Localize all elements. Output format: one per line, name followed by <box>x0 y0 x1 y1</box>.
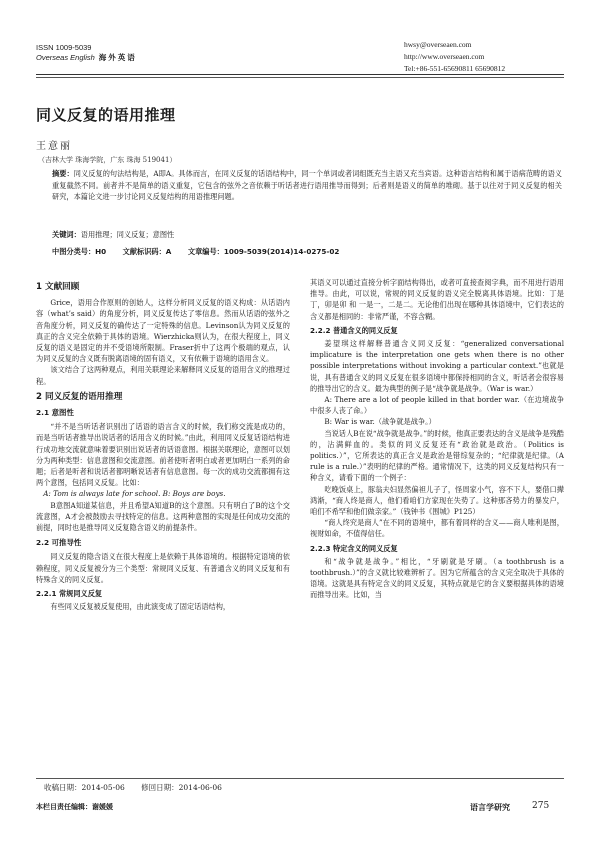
header-divider <box>36 74 564 75</box>
example-line: A: There are a lot of people killed in that border war.（在边境战争中很多人丧了命。） <box>310 395 564 416</box>
journal-contact <box>404 39 505 75</box>
right-column <box>310 277 564 601</box>
subsection-heading: 2.1 意图性 <box>36 408 74 418</box>
revised-date: 修回日期：2014-06-06 <box>141 783 222 792</box>
article-title: 同义反复的语用推理 <box>36 106 176 124</box>
section-heading: 1 文献回顾 <box>36 282 80 292</box>
paragraph: 和“战争就是战争。”相比，“牙刷就是牙刷。（a toothbrush is a toothbrush.）”的含义就比较难辨析了。因为它所蕴含的含义完全取决于具体的语境。这就是具有特定含义的同义反复，其特点就是它的含义要根据具体的语境而推导出来。比如，当 <box>310 556 564 600</box>
contact-website[interactable]: http://www.overseaen.com <box>404 52 485 61</box>
paragraph: “并不是当听话者识别出了话语的语言含义的时候，我们称交流是成功的，而是当听话者推导出说话者的话用含义的时候。”由此，利用同义反复话语结构进行成功地交流就意味着要识别出说话者的话语意图。根据关联理论，意图可以划分为两种类型：信息意图和交流意图。前者使听者明白或者更加明白一系列的命题；后者是听者和说话者都明晰说话者有信息意图。每一次的成功交流都拥有这两个意图，包括同义反复。比如： <box>36 422 290 488</box>
keywords <box>52 230 174 240</box>
quotation: 吃晚饭桌上，豚翁夫妇显然偏袒儿子了，怪周家小气，容不下人，要借口撵鸿渐，“商人终是商人，他们看咱们方家现在失势了。这种那吝势力的暴发户，咱们不希罕和他们做亲家。”（钱钟书《围城》P125） <box>310 484 564 517</box>
journal-name-cn: 海外英语 <box>98 53 137 62</box>
footer-divider <box>36 778 564 779</box>
example-line: B: War is war.（战争就是战争。） <box>324 417 436 427</box>
contact-tel: Tel:+86-551-65690811 65690812 <box>404 64 506 73</box>
received-date: 收稿日期：2014-05-06 <box>44 783 125 792</box>
document-code: 文献标识码：A <box>122 247 172 256</box>
keywords-label: 关键词： <box>52 230 81 239</box>
subsection-heading: 2.2 可推导性 <box>36 538 82 548</box>
abstract <box>52 168 562 203</box>
paragraph: B意图A知道某信息，并且希望A知道B的这个意图。只有明白了B的这个交流意图，A才会被鼓励去寻找特定的信息。这两种意图的实现是任何成功交流的前提，同时也是推导同义反复隐含语义的前提条件。 <box>36 500 290 533</box>
article-dates <box>44 782 236 793</box>
subsubsection-heading: 2.2.3 特定含义的同义反复 <box>310 543 398 553</box>
class-number: 中图分类号：H0 <box>52 247 107 256</box>
paragraph: Grice，语用合作原则的创始人，这样分析同义反复的语义构成：从话语内容（what’s said）的角度分析，同义反复传达了零信息。然而从话语的弦外之音角度分析，同义反复的确传达了一定特殊的信息。Levinson认为同义反复的真正的含义完全依赖于具体的语境。Wierzhicka则认为，在很大程度上，同义反复的语义是固定的并不受语境所限制。Fraser折中了这两个极端的观点，认为同义反复的含义既有脱离语境的固有语义，又有依赖于语境的语用含义。 <box>36 298 290 364</box>
paragraph: 该文结合了这两种观点，利用关联理论来解释同义反复的语用含义的推理过程。 <box>36 365 290 386</box>
journal-header <box>36 43 137 63</box>
section-editor: 本栏目责任编辑：谢媛媛 <box>36 803 113 811</box>
keywords-text: 语用推理；同义反复；意图性 <box>80 230 175 239</box>
left-column <box>36 277 290 612</box>
subsubsection-heading: 2.2.2 普通含义的同义反复 <box>310 325 398 335</box>
section-heading: 2 同义反复的语用推理 <box>36 391 123 402</box>
journal-name-en: Overseas English <box>36 53 95 62</box>
footer-section-name: 语言学研究 <box>470 803 510 812</box>
paragraph: 其语义可以通过直接分析字面结构得出，或者可直接查阅字典，而不用进行语用推导。由此，可以说，常规的同义反复的语义完全脱离具体语境。比如：丁是丁，卯是卯 和 一是一，二是二。无论他们出现在哪种具体语境中，它们表达的含义都是相同的：非常严谨，不容含糊。 <box>310 278 564 321</box>
page-number: 275 <box>532 801 550 811</box>
abstract-text: 同义反复的句法结构是，A即A。具体而言，在同义反复的话语结构中，同一个单词或者词组既充当主语又充当宾语。这种语言结构和属于语病范畴的语义重复截然不同。前者并不是简单的语义重复，它包含的弦外之音依赖于听话者进行语用推导而得到；后者则是语义的简单的堆砌。基于以往对于同义反复的相关研究，本篇论文进一步讨论同义反复结构的用语推理问题。 <box>52 169 562 201</box>
article-author: 王意丽 <box>36 141 72 152</box>
article-number: 文章编号：1009-5039(2014)14-0275-02 <box>187 247 340 256</box>
paragraph: 有些同义反复被反复使用，由此演变成了固定话语结构， <box>50 602 231 612</box>
subsubsection-heading: 2.2.1 常规同义反复 <box>36 589 103 599</box>
paragraph: “商人终究是商人”在不同的语境中，都有着同样的含义——商人唯利是图，视财如命，不值得信任。 <box>310 518 564 539</box>
header-divider-thin <box>36 77 564 78</box>
paragraph: 当说话人B在说“战争就是战争。”的时候，他真正要表达的含义是战争是残酷的，沾满鲜血的。类似的同义反复还有“政治就是政治。（Politics is politics.）”，它所表达的真正含义是政治是错综复杂的；“纪律就是纪律。（A rule is a rule.）”表明的纪律的严格。通常情况下，这类的同义反复结构只有一种含义，请看下面的一个例子： <box>310 428 564 483</box>
issn: ISSN 1009-5039 <box>36 43 92 52</box>
paragraph: 同义反复的隐含语义在很大程度上是依赖于具体语境的。根据特定语境的依赖程度，同义反复被分为三个类型：常规同义反复、有普通含义的同义反复和有特殊含义的同义反复。 <box>36 552 290 584</box>
author-affiliation: （吉林大学 珠海学院，广东 珠海 519041） <box>38 156 177 164</box>
example-line: A: Tom is always late for school. B: Boys are boys. <box>43 489 226 499</box>
paragraph: 姜望琪这样解释普通含义同义反复：“generalized conversational implicature is the interpretation one gets when there is no other possible interpretations without invoking a particular context.”也就是说，具有普通含义的同义反复在很多语境中都保持相同的含义，听话者会很容易的推导出它的含义。最为典型的例子是“战争就是战争。（War is war.） <box>310 339 564 393</box>
contact-email[interactable]: hwsy@overseaen.com <box>404 40 472 49</box>
classification-line <box>52 247 353 257</box>
abstract-label: 摘要： <box>52 169 74 178</box>
